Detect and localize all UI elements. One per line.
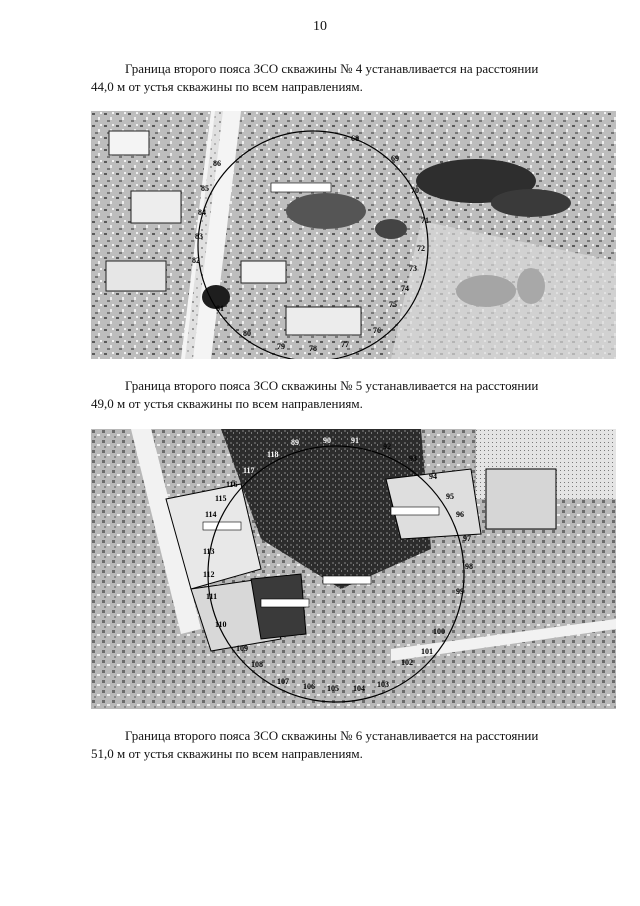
map-point-label: 86 (213, 159, 221, 168)
map-point-label: 70 (411, 186, 419, 195)
map-point-label: 107 (277, 677, 289, 686)
map-point-label: 114 (205, 510, 217, 519)
map-point-label: 101 (421, 647, 433, 656)
section-line: Граница второго пояса ЗСО скважины № 4 устанавливается на расстоянии (125, 61, 539, 76)
map-point-label: 98 (465, 562, 473, 571)
map-point-label: 80 (243, 329, 251, 338)
aerial-map-well-5-graphic (91, 429, 616, 709)
map-point-label: 94 (429, 472, 437, 481)
map-point-label: 106 (303, 682, 315, 691)
map-point-label: 93 (409, 454, 417, 463)
map-point-label: 103 (377, 680, 389, 689)
map-point-label: 112 (203, 570, 215, 579)
section-well-4-text (91, 60, 618, 96)
section-line: Граница второго пояса ЗСО скважины № 6 устанавливается на расстоянии (125, 728, 539, 743)
map-point-label: 69 (391, 154, 399, 163)
map-point-label: 109 (236, 644, 248, 653)
section-line: 49,0 м от устья скважины по всем направлениям. (91, 396, 363, 411)
map-point-label: 84 (198, 208, 206, 217)
map-point-label: 105 (327, 684, 339, 693)
map-point-label: 68 (351, 134, 359, 143)
map-point-label: 111 (206, 592, 218, 601)
map-point-label: 75 (389, 300, 397, 309)
map-point-label: 81 (216, 304, 224, 313)
map-point-label: 117 (243, 466, 255, 475)
map-point-label: 91 (351, 436, 359, 445)
section-line: 44,0 м от устья скважины по всем направлениям. (91, 79, 363, 94)
map-point-label: 97 (463, 534, 471, 543)
aerial-map-well-4-graphic (91, 111, 616, 359)
aerial-map-well-5 (91, 429, 616, 709)
map-point-label: 118 (267, 450, 279, 459)
map-point-label: 90 (323, 436, 331, 445)
map-point-label: 71 (421, 216, 429, 225)
map-point-label: 79 (277, 342, 285, 351)
map-point-label: 85 (201, 184, 209, 193)
aerial-map-well-4 (91, 111, 616, 359)
map-point-label: 77 (341, 340, 349, 349)
map-point-label: 76 (373, 326, 381, 335)
map-point-label: 78 (309, 344, 317, 353)
section-well-5-text (91, 377, 618, 413)
map-point-label: 82 (192, 256, 200, 265)
map-point-label: 83 (195, 232, 203, 241)
map-point-label: 73 (409, 264, 417, 273)
map-point-label: 95 (446, 492, 454, 501)
map-point-label: 116 (226, 480, 238, 489)
map-point-label: 110 (215, 620, 227, 629)
map-point-label: 72 (417, 244, 425, 253)
map-point-label: 115 (215, 494, 227, 503)
map-point-label: 99 (456, 587, 464, 596)
map-point-label: 96 (456, 510, 464, 519)
map-point-label: 108 (251, 660, 263, 669)
section-line: Граница второго пояса ЗСО скважины № 5 устанавливается на расстоянии (125, 378, 539, 393)
map-point-label: 89 (291, 438, 299, 447)
map-point-label: 113 (203, 547, 215, 556)
section-line: 51,0 м от устья скважины по всем направлениям. (91, 746, 363, 761)
map-point-label: 104 (353, 684, 365, 693)
map-point-label: 100 (433, 627, 445, 636)
map-point-label: 102 (401, 658, 413, 667)
section-well-6-text (91, 727, 618, 763)
page-number: 10 (313, 19, 327, 34)
map-point-label: 92 (383, 442, 391, 451)
map-point-label: 74 (401, 284, 409, 293)
